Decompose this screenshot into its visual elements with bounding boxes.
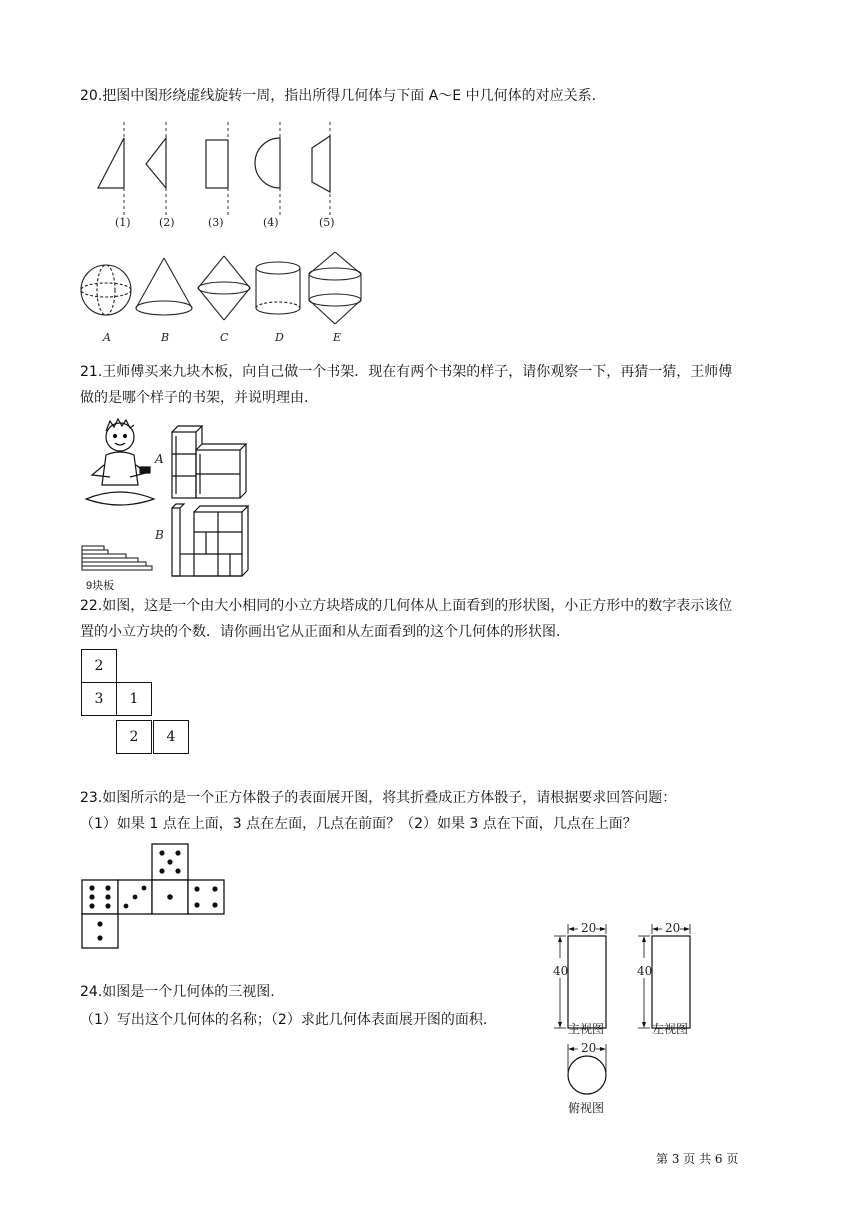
question-23-line1: 23.如图所示的是一个正方体骰子的表面展开图，将其折叠成正方体骰子，请根据要求回答问题： — [80, 790, 677, 806]
question-22-line2: 置的小立方块的个数．请你画出它从正面和从左面看到的这个几何体的形状图. — [80, 624, 561, 640]
shelf-label-b: B — [155, 528, 164, 542]
shape-label-5: (5) — [319, 216, 335, 229]
q20-plane-shapes — [80, 120, 380, 220]
grid-cell: 1 — [116, 682, 152, 716]
top-view-caption: 俯视图 — [568, 1101, 605, 1115]
bookshelf-a — [166, 424, 252, 502]
left-width-label: 20 — [665, 921, 681, 935]
left-height-label: 40 — [637, 964, 653, 978]
shape-label-2: (2) — [159, 216, 175, 229]
front-width-label: 20 — [581, 921, 597, 935]
shape-label-1: (1) — [115, 216, 131, 229]
solid-label-d: D — [275, 331, 284, 344]
solid-label-a: A — [103, 331, 111, 344]
shape-label-4: (4) — [263, 216, 279, 229]
solid-label-e: E — [333, 331, 342, 344]
question-20-text: 20.把图中图形绕虚线旋转一周，指出所得几何体与下面 A～E 中几何体的对应关系. — [80, 88, 597, 104]
grid-cell: 3 — [81, 682, 117, 716]
page-footer: 第 3 页 共 6 页 — [656, 1152, 739, 1166]
solid-label-c: C — [220, 331, 229, 344]
boards-caption: 9块板 — [86, 580, 115, 592]
solid-label-b: B — [161, 331, 170, 344]
dice-net — [80, 842, 228, 950]
question-23-line2: （1）如果 1 点在上面，3 点在左面，几点在前面？（2）如果 3 点在下面，几点在上面？ — [80, 816, 637, 832]
three-view-drawing — [548, 920, 708, 1100]
front-view-caption: 主视图 — [568, 1022, 605, 1036]
question-22-line1: 22.如图，这是一个由大小相同的小立方块塔成的几何体从上面看到的形状图，小正方形中的数字表示该位 — [80, 598, 733, 614]
shelf-label-a: A — [155, 452, 164, 466]
carpenter-illustration — [80, 415, 160, 515]
boards-illustration — [82, 544, 162, 578]
q20-solids — [78, 250, 368, 330]
front-height-label: 40 — [553, 964, 569, 978]
grid-cell: 4 — [153, 720, 189, 754]
left-view-caption: 左视图 — [652, 1022, 689, 1036]
bookshelf-b — [166, 502, 252, 582]
grid-cell: 2 — [116, 720, 152, 754]
question-24-line1: 24.如图是一个几何体的三视图. — [80, 984, 275, 1000]
question-21-line1: 21.王师傅买来九块木板，向自己做一个书架．现在有两个书架的样子，请你观察一下，再猜一猜，王师傅 — [80, 364, 733, 380]
shape-label-3: (3) — [208, 216, 224, 229]
question-21-line2: 做的是哪个样子的书架，并说明理由. — [80, 390, 309, 406]
top-width-label: 20 — [581, 1041, 597, 1055]
question-24-line2: （1）写出这个几何体的名称；（2）求此几何体表面展开图的面积. — [80, 1012, 488, 1028]
grid-cell: 2 — [81, 649, 117, 683]
